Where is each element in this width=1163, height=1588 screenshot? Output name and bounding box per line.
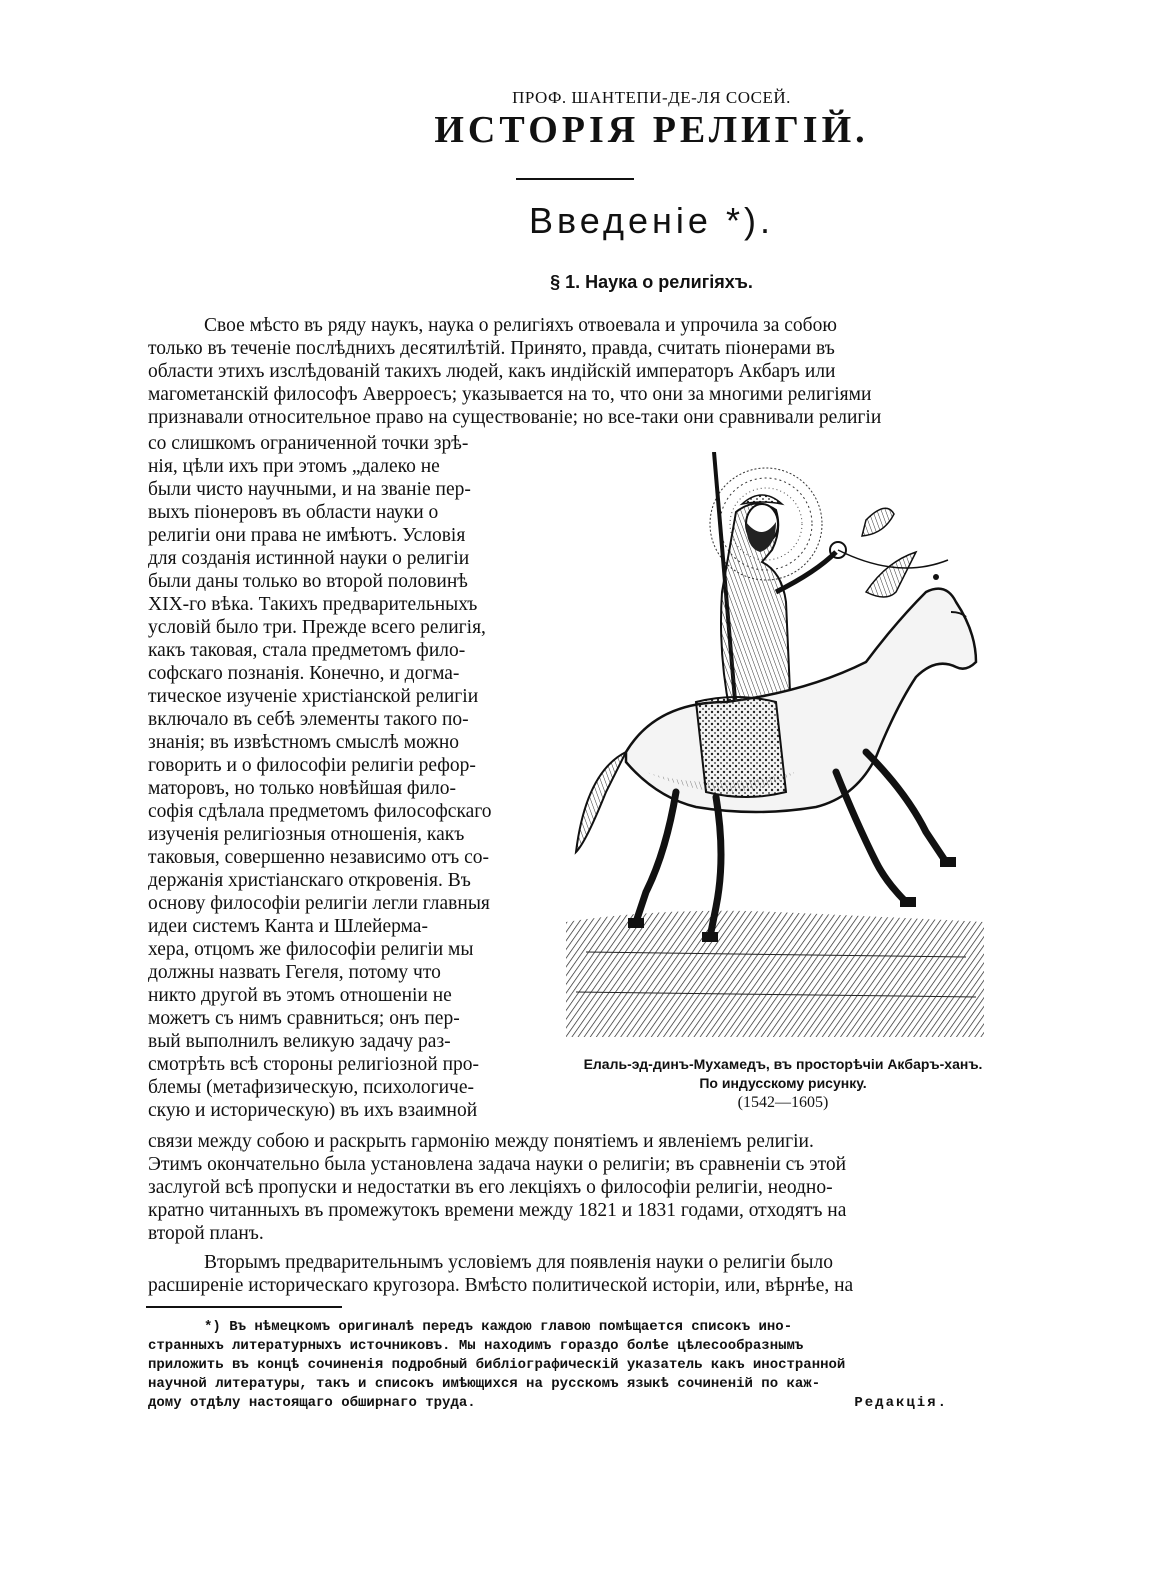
engraving-illustration xyxy=(566,452,984,1037)
body-paragraph-second xyxy=(148,1251,1000,1297)
text-line: можетъ съ нимъ сравниться; онъ пер- xyxy=(148,1008,460,1029)
text-line: кратно читанныхъ въ промежутокъ времени между 1821 и 1831 годами, отходятъ на xyxy=(148,1200,847,1221)
footnote-line: странныхъ литературныхъ источниковъ. Мы находимъ гораздо болѣе цѣлесообразнымъ xyxy=(148,1338,804,1354)
text-line: тическое изученiе христiанской религiи xyxy=(148,686,479,707)
text-line: нiя, цѣли ихъ при этомъ „далеко не xyxy=(148,456,440,477)
text-line: расширенiе историческаго кругозора. Вмѣсто политической исторiи, или, вѣрнѣе, на xyxy=(148,1275,854,1296)
text-line: были даны только во второй половинѣ xyxy=(148,571,468,592)
text-line: блемы (метафизическую, психологиче- xyxy=(148,1077,475,1098)
text-line: второй планъ. xyxy=(148,1223,264,1244)
text-line: связи между собою и раскрыть гармонiю между понятiемъ и явленiемъ религiи. xyxy=(148,1131,814,1152)
text-line: Этимъ окончательно была установлена задача науки о религiи; въ сравненiи съ этой xyxy=(148,1154,847,1175)
title-divider xyxy=(516,178,634,180)
text-line: для созданiя истинной науки о религiи xyxy=(148,548,470,569)
section-heading: § 1. Наука о религiяхъ. xyxy=(550,272,753,292)
text-line: таковыя, совершенно независимо отъ со- xyxy=(148,847,490,868)
text-line: скую и историческую) въ ихъ взаимной xyxy=(148,1100,478,1121)
text-line: области этихъ изслѣдованiй такихъ людей, какъ индiйскiй императоръ Акбаръ или xyxy=(148,361,836,382)
caption-source: По индусскому рисунку. xyxy=(699,1075,867,1091)
text-line: включало въ себѣ элементы такого по- xyxy=(148,709,469,730)
caption-dates: (1542—1605) xyxy=(737,1094,829,1111)
text-line: признавали относительное право на существованiе; но все-таки они сравнивали религiи xyxy=(148,407,882,428)
text-line: Свое мѣсто въ ряду наукъ, наука о религiяхъ отвоевала и упрочила за собою xyxy=(204,315,837,336)
caption-name: Елаль-эд-динъ-Мухамедъ, въ просторѣчiи Акбаръ-ханъ. xyxy=(583,1056,983,1072)
text-line: основу философiи религiи легли главныя xyxy=(148,893,490,914)
text-line: хера, отцомъ же философiи религiи мы xyxy=(148,939,474,960)
text-line: Вторымъ предварительнымъ условiемъ для появленiя науки о религiи было xyxy=(204,1252,833,1273)
text-line: условiй было три. Прежде всего религiя, xyxy=(148,617,486,638)
footnote-line: дому отдѣлу настоящаго обширнаго труда. xyxy=(148,1395,476,1411)
text-line: магометанскiй философъ Аверроесъ; указывается на то, что они за многими религiями xyxy=(148,384,872,405)
text-line: никто другой въ этомъ отношенiи не xyxy=(148,985,452,1006)
footnote-signature: Редакцiя. xyxy=(854,1395,948,1411)
text-line: вый выполнилъ великую задачу раз- xyxy=(148,1031,451,1052)
text-line: со слишкомъ ограниченной точки зрѣ- xyxy=(148,433,469,454)
body-paragraph-top xyxy=(148,314,1000,429)
text-line: только въ теченiе послѣднихъ десятилѣтiй. Принято, правда, считать пiонерами въ xyxy=(148,338,835,359)
text-line: софiя сдѣлала предметомъ философскаго xyxy=(148,801,492,822)
text-line: религiи они права не имѣютъ. Условiя xyxy=(148,525,466,546)
text-line: смотрѣть всѣ стороны религiозной про- xyxy=(148,1054,480,1075)
footnote-last-line xyxy=(148,1394,1004,1413)
text-line: говорить и о философiи религiи рефор- xyxy=(148,755,476,776)
text-line: софскаго познанiя. Конечно, и догма- xyxy=(148,663,460,684)
text-line: знанiя; въ извѣстномъ смыслѣ можно xyxy=(148,732,460,753)
text-line: идеи системъ Канта и Шлейерма- xyxy=(148,916,428,937)
book-title: ИСТОРIЯ РЕЛИГIЙ. xyxy=(434,109,869,151)
chapter-heading: Введенiе *). xyxy=(529,200,774,241)
text-line: какъ таковая, стала предметомъ фило- xyxy=(148,640,466,661)
footnote xyxy=(148,1318,1004,1413)
text-line: были чисто научными, и на званiе пер- xyxy=(148,479,471,500)
footnote-divider xyxy=(146,1306,342,1308)
horseman-engraving xyxy=(566,452,984,1037)
text-line: XIX-го вѣка. Такихъ предварительныхъ xyxy=(148,594,478,615)
text-line: держанiя христiанскаго откровенiя. Въ xyxy=(148,870,471,891)
text-line: должны назвать Гегеля, потому что xyxy=(148,962,441,983)
text-line: изученiя религiозныя отношенiя, какъ xyxy=(148,824,465,845)
author-line: ПРОФ. ШАНТЕПИ-ДЕ-ЛЯ СОСЕЙ. xyxy=(512,88,791,107)
footnote-line: *) Въ нѣмецкомъ оригиналѣ передъ каждою главою помѣщается списокъ ино- xyxy=(204,1319,793,1335)
footnote-line: приложить въ концѣ сочиненiя подробный библiографическiй указатель какъ иностранной xyxy=(148,1357,846,1373)
text-line: заслугой всѣ пропуски и недостатки въ его лекцiяхъ о философiи религiи, неодно- xyxy=(148,1177,833,1198)
text-line: выхъ пiонеровъ въ области науки о xyxy=(148,502,439,523)
footnote-line: научной литературы, такъ и списокъ имѣющихся на русскомъ языкѣ сочиненiй по каж- xyxy=(148,1376,821,1392)
text-line: маторовъ, но только новѣйшая фило- xyxy=(148,778,456,799)
body-column xyxy=(148,432,548,1122)
figure-caption xyxy=(548,1055,1018,1112)
body-paragraph-bottom xyxy=(148,1130,1000,1245)
